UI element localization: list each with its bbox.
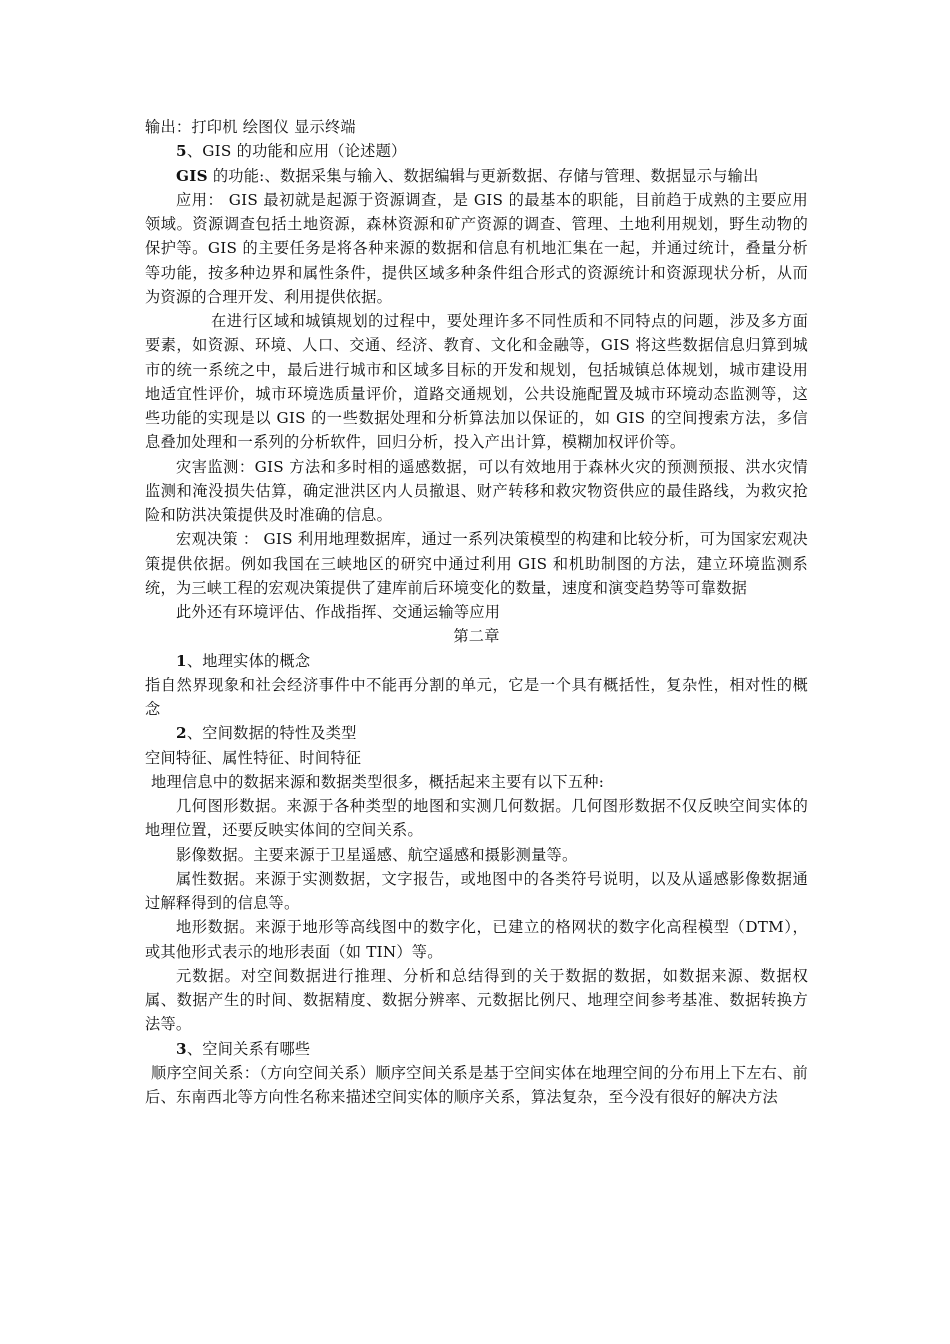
geometry-data: 几何图形数据。来源于各种类型的地图和实测几何数据。几何图形数据不仅反映空间实体的地理位置，还要反映实体间的空间关系。 — [145, 797, 808, 840]
heading-3 — [145, 1037, 808, 1061]
attribute-data: 属性数据。来源于实测数据，文字报告，或地图中的各类符号说明，以及从遥感影像数据通过解释得到的信息等。 — [145, 869, 808, 912]
heading-number: 2 — [176, 724, 187, 743]
gis-functions — [145, 164, 808, 188]
output-line: 输出：打印机 绘图仪 显示终端 — [145, 118, 356, 136]
application-paragraph-1: 应用： GIS 最初就是起源于资源调查，是 GIS 的最基本的职能，目前趋于成熟的主要应用领域。资源调查包括土地资源，森林资源和矿产资源的调查、管理、土地利用规划，野生动物的保护等。GIS 的主要任务是将各种来源的数据和信息有机地汇集在一起，并通过统计，叠量分析等功能，按多种边界和属性条件，提供区域多种条件组合形式的资源统计和资源现状分析，从而为资源的合理开发、利用提供依据。 — [145, 190, 808, 306]
heading-number: 5 — [176, 142, 187, 161]
heading-number: 3 — [176, 1039, 187, 1058]
other-applications: 此外还有环境评估、作战指挥、交通运输等应用 — [176, 603, 501, 621]
sources-intro: 地理信息中的数据来源和数据类型很多，概括起来主要有以下五种: — [151, 772, 605, 791]
image-data: 影像数据。主要来源于卫星遥感、航空遥感和摄影测量等。 — [176, 845, 578, 864]
heading-number: 1 — [176, 651, 187, 670]
gis-label: GIS — [176, 166, 208, 185]
application-paragraph-2: 在进行区域和城镇规划的过程中，要处理许多不同性质和不同特点的问题，涉及多方面要素，如资源、环境、人口、交通、经济、教育、文化和金融等，GIS 将这些数据信息归算到城市的统一系统之中，最后进行城市和区域多目标的开发和规划，包括城镇总体规划，城市建设用地适宜性评价，城市环境选质量评价，道路交通规划，公共设施配置及城市环境动态监测等，这些功能的实现是以 GIS 的一些数据处理和分析算法加以保证的，如 GIS 的空间搜索方法，多信息叠加处理和一系列的分析软件，回归分析，投入产出计算，模糊加权评价等。 — [145, 312, 808, 452]
entity-definition: 指自然界现象和社会经济事件中不能再分割的单元，它是一个具有概括性，复杂性，相对性的概念 — [145, 675, 808, 718]
macro-decision-paragraph: 宏观决策 ： GIS 利用地理数据库，通过一系列决策模型的构建和比较分析，可为国家宏观决策提供依据。例如我国在三峡地区的研究中通过利用 GIS 和机助制图的方法，建立环境监测系统，为三峡工程的宏观决策提供了建库前后环境变化的数量，速度和演变趋势等可靠数据 — [145, 530, 808, 597]
document-page — [145, 115, 808, 1109]
heading-text: 、空间数据的特性及类型 — [186, 724, 357, 743]
heading-1 — [145, 649, 808, 673]
gis-functions-text: 的功能:、数据采集与输入、数据编辑与更新数据、存储与管理、数据显示与输出 — [207, 166, 759, 185]
heading-text: 、空间关系有哪些 — [186, 1039, 311, 1058]
chapter-title: 第二章 — [453, 627, 500, 646]
disaster-paragraph: 灾害监测：GIS 方法和多时相的遥感数据，可以有效地用于森林火灾的预测预报、洪水灾情监测和淹没损失估算，确定泄洪区内人员撤退、财产转移和救灾物资供应的最佳路线，为救灾抢险和防洪决策提供及时准确的信息。 — [145, 457, 808, 524]
heading-text: 、GIS 的功能和应用（论述题） — [186, 142, 407, 161]
heading-5 — [145, 139, 808, 163]
terrain-data: 地形数据。来源于地形等高线图中的数字化，已建立的格网状的数字化高程模型（DTM），或其他形式表示的地形表面（如 TIN）等。 — [145, 918, 808, 961]
heading-text: 、地理实体的概念 — [186, 651, 311, 670]
metadata: 元数据。对空间数据进行推理、分析和总结得到的关于数据的数据，如数据来源、数据权属、数据产生的时间、数据精度、数据分辨率、元数据比例尺、地理空间参考基准、数据转换方法等。 — [145, 966, 808, 1034]
heading-2 — [145, 721, 808, 745]
spatial-features: 空间特征、属性特征、时间特征 — [145, 748, 362, 767]
order-relation: 顺序空间关系：（方向空间关系）顺序空间关系是基于空间实体在地理空间的分布用上下左右、前后、东南西北等方向性名称来描述空间实体的顺序关系，算法复杂，至今没有很好的解决方法 — [145, 1063, 808, 1106]
